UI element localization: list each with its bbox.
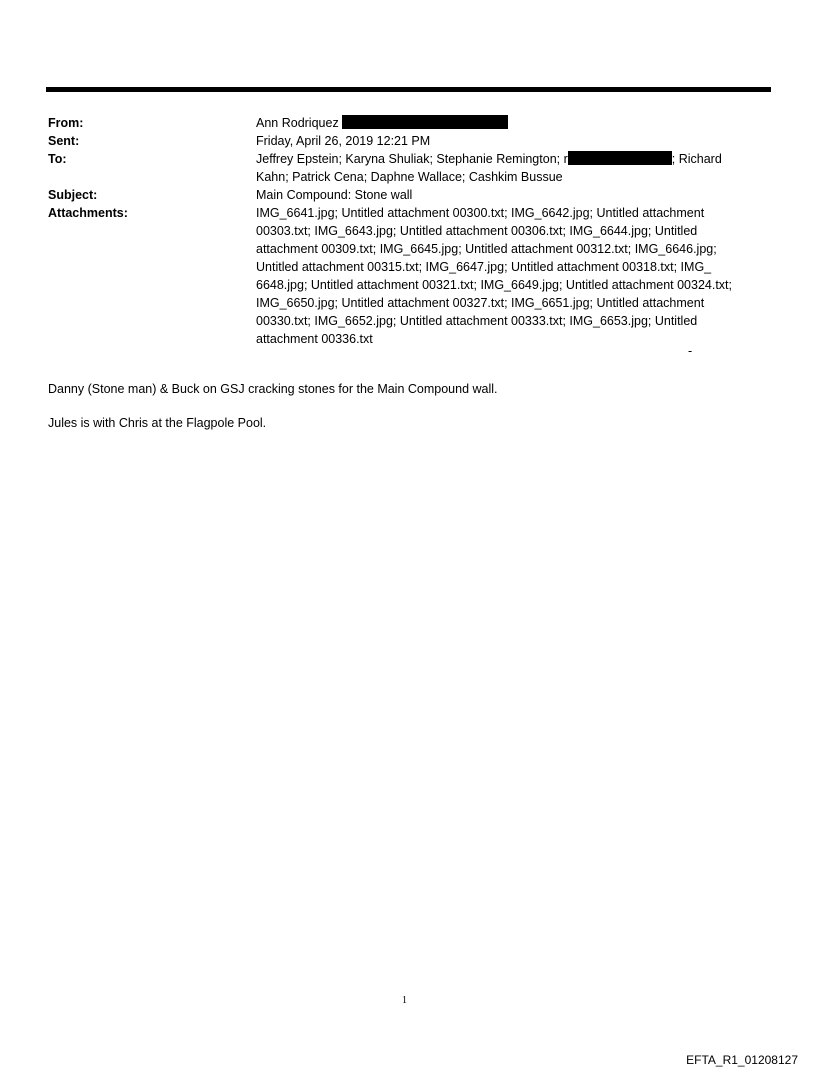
redaction-box	[342, 115, 508, 129]
page-number: 1	[402, 995, 407, 1006]
to-label: To:	[48, 152, 67, 166]
sent-row	[48, 132, 773, 150]
from-row	[48, 114, 773, 132]
bates-number: EFTA_R1_01208127	[686, 1053, 798, 1067]
attachments-row	[48, 204, 773, 348]
body-line-2: Jules is with Chris at the Flagpole Pool.	[48, 416, 267, 430]
to-row	[48, 150, 773, 186]
attachments-line: 00330.txt; IMG_6652.jpg; Untitled attachment 00333.txt; IMG_6653.jpg; Untitled	[256, 314, 698, 328]
header-rule	[46, 87, 771, 92]
body-line-1: Danny (Stone man) & Buck on GSJ cracking stones for the Main Compound wall.	[48, 382, 498, 396]
sent-value: Friday, April 26, 2019 12:21 PM	[256, 134, 431, 148]
redaction-box	[568, 151, 672, 165]
attachments-line: attachment 00309.txt; IMG_6645.jpg; Untitled attachment 00312.txt; IMG_6646.jpg;	[256, 242, 717, 256]
stray-mark: -	[688, 344, 693, 358]
attachments-line: 00303.txt; IMG_6643.jpg; Untitled attachment 00306.txt; IMG_6644.jpg; Untitled	[256, 224, 698, 238]
attachments-line: Untitled attachment 00315.txt; IMG_6647.jpg; Untitled attachment 00318.txt; IMG_	[256, 260, 712, 274]
to-recipients-line2: Kahn; Patrick Cena; Daphne Wallace; Cashkim Bussue	[256, 170, 563, 184]
attachments-line: 6648.jpg; Untitled attachment 00321.txt; IMG_6649.jpg; Untitled attachment 00324.txt;	[256, 278, 732, 292]
subject-row	[48, 186, 773, 204]
to-recipients-part2: ; Richard	[671, 152, 722, 166]
attachments-list	[256, 204, 773, 348]
attachments-line: attachment 00336.txt	[256, 332, 373, 346]
from-label: From:	[48, 116, 84, 130]
to-recipients-part1: Jeffrey Epstein; Karyna Shuliak; Stephanie Remington; r	[256, 152, 568, 166]
attachments-label: Attachments:	[48, 206, 128, 220]
sent-label: Sent:	[48, 134, 80, 148]
attachments-line: IMG_6641.jpg; Untitled attachment 00300.txt; IMG_6642.jpg; Untitled attachment	[256, 206, 705, 220]
subject-label: Subject:	[48, 188, 98, 202]
attachments-line: IMG_6650.jpg; Untitled attachment 00327.txt; IMG_6651.jpg; Untitled attachment	[256, 296, 705, 310]
email-header	[48, 114, 773, 348]
from-name: Ann Rodriquez	[256, 116, 339, 130]
subject-value: Main Compound: Stone wall	[256, 188, 413, 202]
